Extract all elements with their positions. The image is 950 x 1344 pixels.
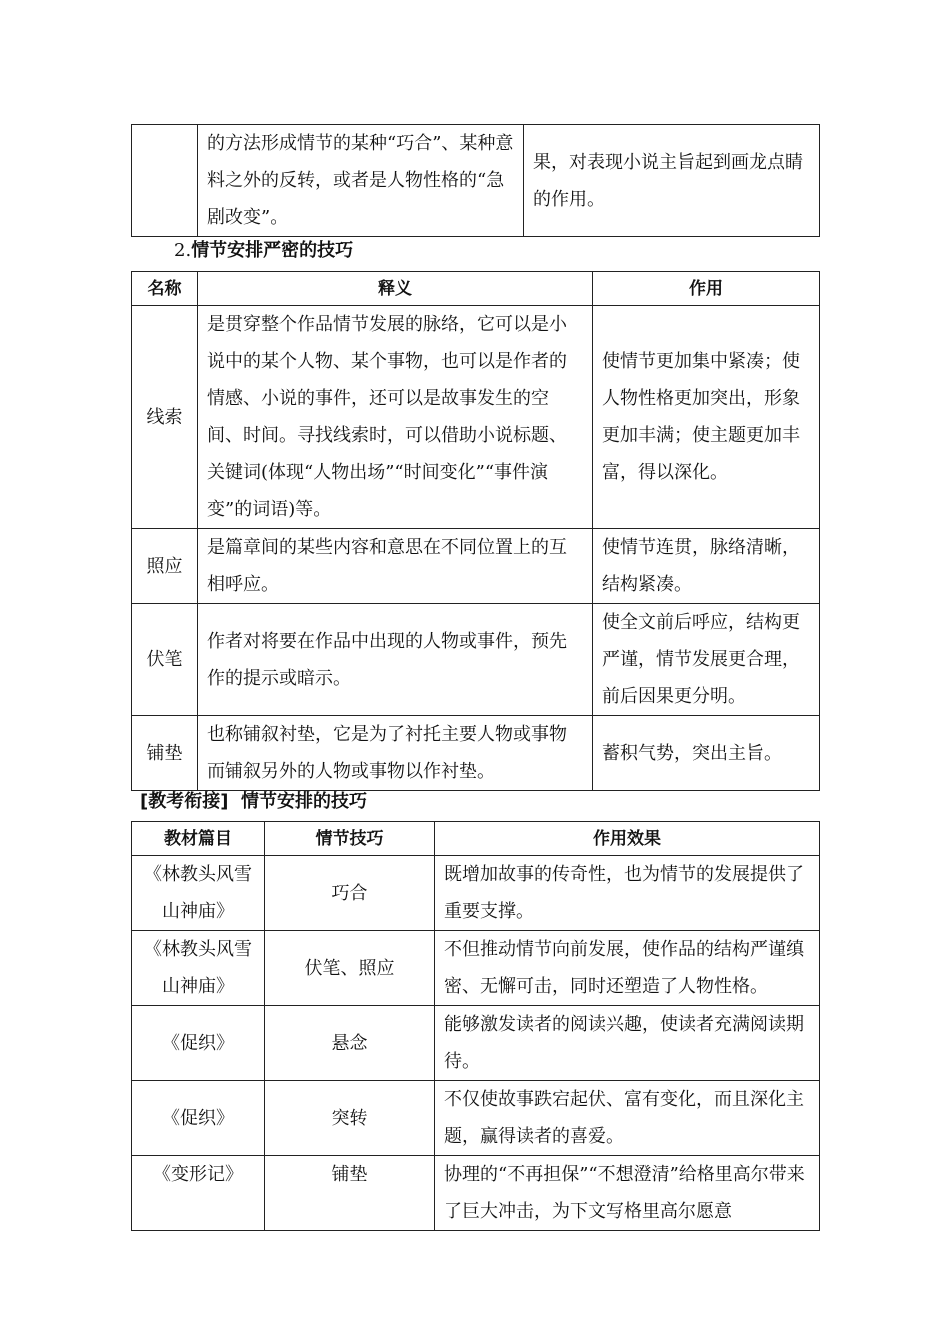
row-meaning: 作者对将要在作品中出现的人物或事件，预先作的提示或暗示。 — [198, 604, 593, 716]
header-effect: 作用 — [593, 272, 820, 306]
table-row — [132, 856, 820, 931]
textbook-techniques-table — [131, 821, 820, 1231]
row-text: 《促织》 — [132, 1006, 265, 1081]
row-effect: 不但推动情节向前发展，使作品的结构严谨缜密、无懈可击，同时还塑造了人物性格。 — [435, 931, 820, 1006]
row-skill: 悬念 — [265, 1006, 435, 1081]
section-tag: [教考衔接] — [140, 791, 229, 812]
table-header-row — [132, 822, 820, 856]
cell-text: 果，对表现小说主旨起到画龙点睛的作用。 — [533, 151, 803, 210]
row-skill: 突转 — [265, 1081, 435, 1156]
section-title: 情节安排的技巧 — [241, 791, 367, 812]
table-row — [132, 529, 820, 604]
row-name: 铺垫 — [132, 716, 198, 791]
row-meaning: 是篇章间的某些内容和意思在不同位置上的互相呼应。 — [198, 529, 593, 604]
row-skill: 伏笔、照应 — [265, 931, 435, 1006]
row-text: 《促织》 — [132, 1081, 265, 1156]
row-text: 《林教头风雪山神庙》 — [132, 931, 265, 1006]
header-name: 名称 — [132, 272, 198, 306]
header-effect: 作用效果 — [435, 822, 820, 856]
row-skill: 铺垫 — [265, 1156, 435, 1231]
row-text: 《变形记》 — [132, 1156, 265, 1231]
row-name: 伏笔 — [132, 604, 198, 716]
table-header-row — [132, 272, 820, 306]
table-row — [132, 1081, 820, 1156]
header-meaning: 释义 — [198, 272, 593, 306]
table-row — [132, 931, 820, 1006]
row-name: 照应 — [132, 529, 198, 604]
row-effect: 蓄积气势，突出主旨。 — [593, 716, 820, 791]
row-effect: 使情节连贯，脉络清晰，结构紧凑。 — [593, 529, 820, 604]
row-effect: 既增加故事的传奇性，也为情节的发展提供了重要支撑。 — [435, 856, 820, 931]
table-row — [132, 1006, 820, 1081]
section-number: 2. — [174, 240, 192, 261]
continuation-table — [131, 124, 820, 237]
row-name: 线索 — [132, 306, 198, 529]
row-effect: 协理的“不再担保”“不想澄清”给格里高尔带来了巨大冲击，为下文写格里高尔愿意 — [435, 1156, 820, 1231]
row-text: 《林教头风雪山神庙》 — [132, 856, 265, 931]
row-effect: 不仅使故事跌宕起伏、富有变化，而且深化主题，赢得读者的喜爱。 — [435, 1081, 820, 1156]
empty-cell — [132, 125, 198, 237]
table-row — [132, 716, 820, 791]
table-row — [132, 306, 820, 529]
row-meaning: 也称铺叙衬垫，它是为了衬托主要人物或事物而铺叙另外的人物或事物以作衬垫。 — [198, 716, 593, 791]
row-effect: 能够激发读者的阅读兴趣，使读者充满阅读期待。 — [435, 1006, 820, 1081]
row-effect: 使情节更加集中紧凑；使人物性格更加突出，形象更加丰满；使主题更加丰富，得以深化。 — [593, 306, 820, 529]
row-effect: 使全文前后呼应，结构更严谨，情节发展更合理，前后因果更分明。 — [593, 604, 820, 716]
plot-techniques-table — [131, 271, 820, 791]
method-cell — [198, 125, 524, 237]
row-meaning: 是贯穿整个作品情节发展的脉络，它可以是小说中的某个人物、某个事物，也可以是作者的情感、小说的事件，还可以是故事发生的空间、时间。寻找线索时，可以借助小说标题、关键词(体现“人物出场”“时间变化”“事件演变”的词语)等。 — [198, 306, 593, 529]
row-skill: 巧合 — [265, 856, 435, 931]
table-row — [132, 604, 820, 716]
header-skill: 情节技巧 — [265, 822, 435, 856]
table-row — [132, 1156, 820, 1231]
teaching-link-heading — [140, 787, 367, 813]
section-title: 情节安排严密的技巧 — [191, 240, 354, 261]
effect-cell — [524, 125, 820, 237]
header-text: 教材篇目 — [132, 822, 265, 856]
cell-text: 的方法形成情节的某种“巧合”、某种意料之外的反转，或者是人物性格的“急剧改变”。 — [207, 133, 514, 228]
table-row — [132, 125, 820, 237]
section-heading — [174, 236, 353, 262]
